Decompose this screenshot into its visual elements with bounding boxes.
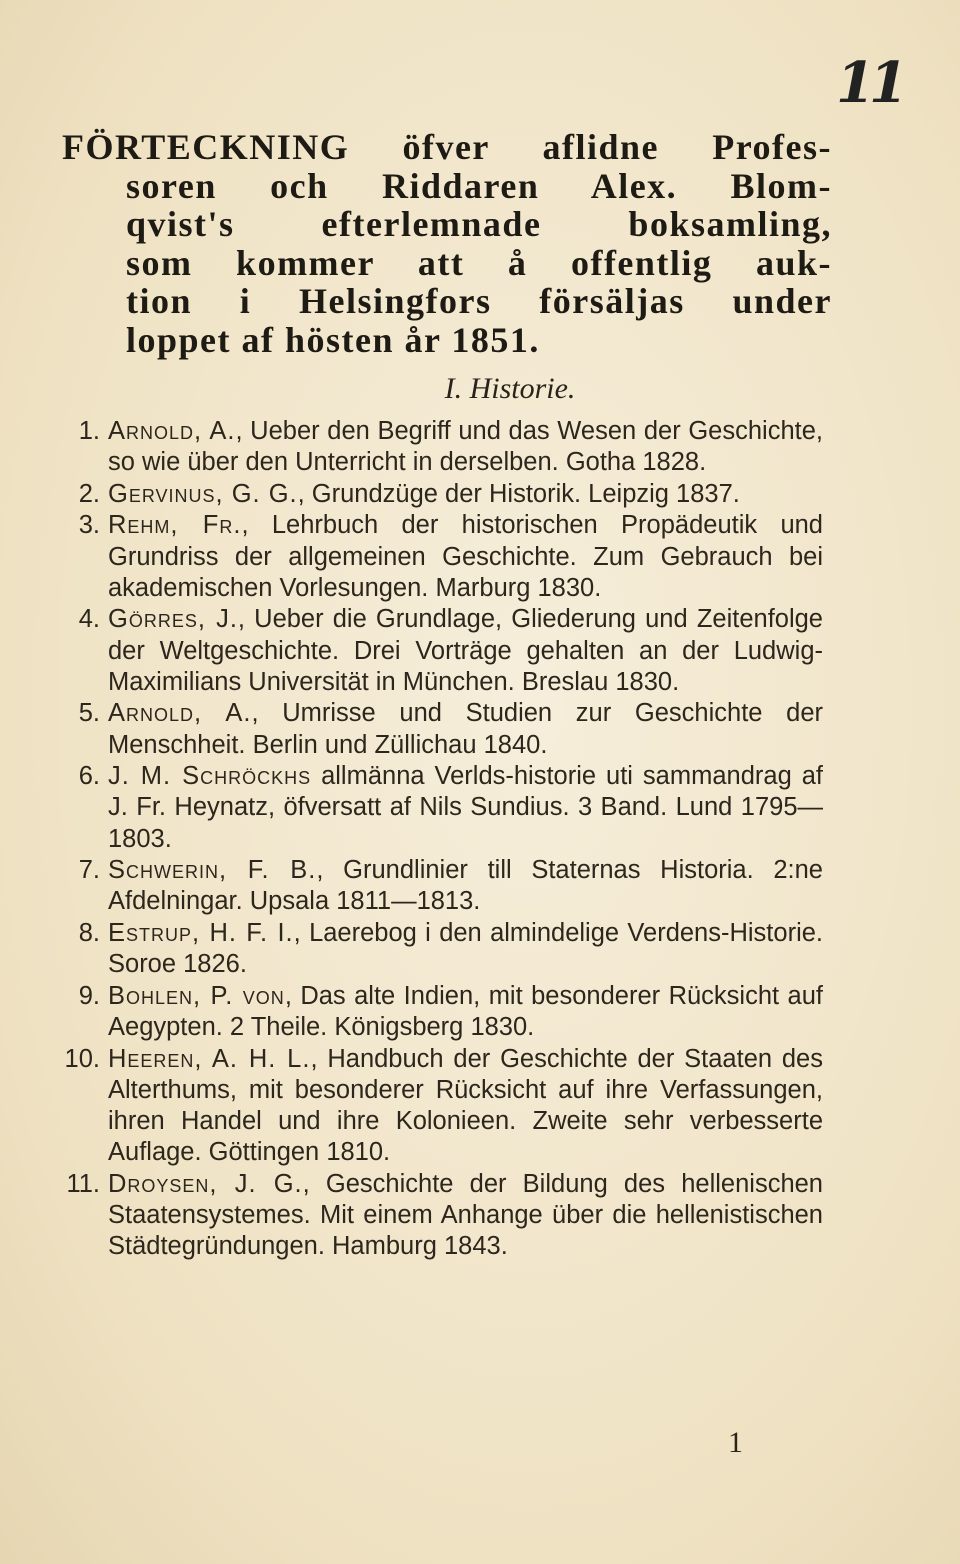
catalogue-entry	[48, 1169, 823, 1263]
catalogue-entry	[48, 604, 823, 698]
entry-author: Bohlen, P. von	[108, 981, 285, 1010]
catalogue-entry	[48, 981, 823, 1043]
catalogue-entry	[48, 698, 823, 760]
entry-body: , Grundzüge der Historik. Leipzig 1837.	[297, 479, 740, 508]
entry-number: 3.	[78, 511, 100, 540]
entry-text	[108, 604, 823, 698]
entry-number: 5.	[78, 699, 100, 728]
title-line: FÖRTECKNING öfver aflidne Profes-	[62, 127, 832, 167]
entry-text	[108, 981, 823, 1043]
entry-text	[108, 855, 823, 917]
title-line: loppet af hösten år 1851.	[126, 319, 540, 360]
entry-number: 2.	[78, 479, 100, 508]
entry-body: , Laerebog i den almindelige Verdens-Historie. Soroe 1826.	[108, 918, 824, 979]
entry-author: Heeren, A. H. L.	[108, 1044, 311, 1073]
entry-author: Estrup, H. F. I.	[108, 918, 294, 947]
entry-author: Rehm, Fr.	[108, 511, 242, 540]
catalogue-entries	[48, 416, 823, 1263]
catalogue-title	[62, 128, 832, 359]
catalogue-entry	[48, 761, 823, 855]
entry-number: 1.	[78, 417, 100, 445]
catalogue-entry	[48, 918, 823, 980]
entry-text	[108, 479, 823, 510]
entry-text	[108, 698, 823, 760]
entry-number: 7.	[78, 856, 100, 885]
entry-body: , Grundlinier till Staternas Historia. 2:ne Afdelningar. Upsala 1811—1813.	[108, 856, 823, 916]
catalogue-entry	[48, 1044, 823, 1169]
entry-body: , Handbuch der Geschichte der Staaten des Alterthums, mit besonderer Rücksicht auf ihre Verfassungen, ihren Handel und ihre Kolonieen. Zweite sehr verbesserte Auflage. Göttingen 1810.	[108, 1044, 823, 1167]
entry-body: allmänna Verlds-historie uti sammandrag af J. Fr. Heynatz, öfversatt af Nils Sundius. 3 Band. Lund 1795—1803.	[108, 762, 823, 853]
entry-author: Arnold, A.	[108, 699, 252, 728]
entry-author: Görres, J.	[108, 605, 238, 634]
catalogue-entry	[48, 855, 823, 917]
handwritten-mark: 11	[836, 50, 902, 116]
entry-text	[108, 1044, 823, 1169]
title-line: tion i Helsingfors försäljas under	[126, 281, 832, 321]
entry-number: 8.	[78, 918, 100, 947]
entry-body: , Ueber den Begriff und das Wesen der Geschichte, so wie über den Unterricht in derselben. Gotha 1828.	[108, 417, 823, 477]
catalogue-entry	[48, 479, 823, 510]
entry-text	[108, 761, 823, 855]
entry-number: 9.	[78, 981, 100, 1010]
catalogue-entry	[48, 510, 823, 604]
entry-text	[108, 1169, 823, 1263]
entry-number: 6.	[78, 762, 100, 791]
entry-body: , Umrisse und Studien zur Geschichte der Menschheit. Berlin und Züllichau 1840.	[108, 699, 823, 759]
entry-author: Gervinus, G. G.	[108, 479, 298, 508]
entry-text	[108, 416, 823, 478]
entry-body: , Das alte Indien, mit besonderer Rücksicht auf Aegypten. 2 Theile. Königsberg 1830.	[108, 981, 823, 1041]
entry-author: Schwerin, F. B.	[108, 856, 317, 885]
title-line: soren och Riddaren Alex. Blom-	[126, 165, 832, 206]
entry-text	[108, 918, 823, 980]
entry-number: 10.	[64, 1044, 100, 1073]
entry-text	[108, 510, 823, 604]
catalogue-entry	[48, 416, 823, 478]
entry-author: Droysen, J. G.	[108, 1169, 303, 1198]
section-heading: I. Historie.	[444, 372, 576, 405]
entry-author: Arnold, A.	[108, 417, 236, 445]
entry-author: J. M. Schröckhs	[108, 762, 312, 791]
entry-number: 4.	[78, 605, 100, 634]
title-line: som kommer att å offentlig auk-	[126, 242, 832, 283]
entry-body: , Geschichte der Bildung des hellenischen Staatensystemes. Mit einem Anhange über die hellenistischen Städtegründungen. Hamburg 1843.	[108, 1169, 823, 1261]
entry-body: , Lehrbuch der historischen Propädeutik und Grundriss der allgemeinen Geschichte. Zum Gebrauch bei akademischen Vorlesungen. Marburg 1830.	[108, 511, 823, 602]
title-line: qvist's efterlemnade boksamling,	[126, 204, 832, 244]
entry-number: 11.	[66, 1169, 100, 1198]
page-number: 1	[728, 1426, 743, 1459]
entry-body: , Ueber die Grundlage, Gliederung und Zeitenfolge der Weltgeschichte. Drei Vorträge gehalten an der Ludwig-Maximilians Universität in München. Breslau 1830.	[108, 605, 823, 696]
